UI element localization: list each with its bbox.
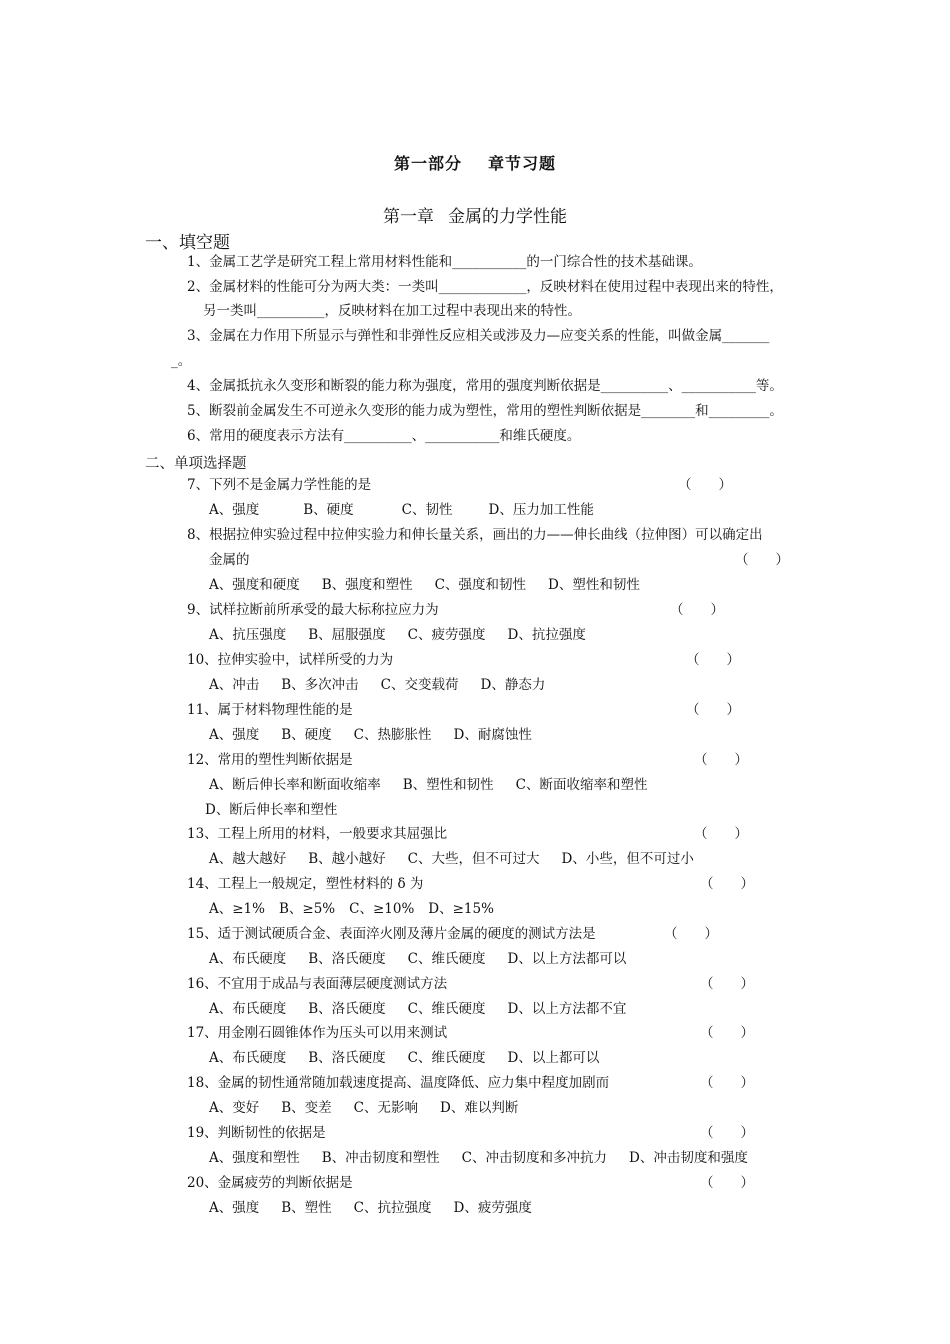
option-c[interactable]: C、大些，但不可过大 <box>407 851 540 867</box>
option-d[interactable]: D、抗拉强度 <box>507 627 586 643</box>
option-c[interactable]: C、热膨胀性 <box>353 727 432 743</box>
question-18-stem: 18、金属的韧性通常随加载速度提高、温度降低、应力集中程度加剧而 <box>187 1075 610 1091</box>
option-b[interactable]: B、硬度 <box>303 502 354 518</box>
question-3-continued: _。 <box>171 353 192 369</box>
part-title <box>0 151 950 174</box>
option-d[interactable]: D、断后伸长率和塑性 <box>205 802 338 818</box>
question-12-options <box>209 775 648 795</box>
option-d[interactable]: D、以上方法都可以 <box>507 951 627 967</box>
answer-blank-17[interactable]: （ ） <box>700 1025 754 1041</box>
question-20-options <box>209 1198 532 1218</box>
question-2-continued: 另一类叫__________，反映材料在加工过程中表现出来的特性。 <box>203 303 581 319</box>
answer-blank-14[interactable]: （ ） <box>700 876 754 892</box>
option-a[interactable]: A、≥1% <box>209 901 265 917</box>
question-8-stem-continued: 金属的 <box>209 552 250 568</box>
question-17-options <box>209 1048 599 1068</box>
answer-blank-11[interactable]: （ ） <box>686 702 740 718</box>
option-b[interactable]: B、强度和塑性 <box>321 577 413 593</box>
option-d[interactable]: D、耐腐蚀性 <box>453 727 532 743</box>
question-15-stem: 15、适于测试硬质合金、表面淬火刚及薄片金属的硬度的测试方法是 <box>187 926 596 942</box>
answer-blank-15[interactable]: （ ） <box>664 926 718 942</box>
option-b[interactable]: B、洛氏硬度 <box>308 951 386 967</box>
question-17-stem: 17、用金刚石圆锥体作为压头可以用来测试 <box>187 1025 448 1041</box>
option-b[interactable]: B、塑性 <box>281 1200 332 1216</box>
question-9-stem: 9、试样拉断前所承受的最大标称拉应力为 <box>187 602 439 618</box>
option-a[interactable]: A、强度 <box>209 727 260 743</box>
question-5: 5、断裂前金属发生不可逆永久变形的能力成为塑性，常用的塑性判断依据是________和_________。 <box>187 403 783 419</box>
answer-blank-10[interactable]: （ ） <box>686 652 740 668</box>
chapter-title <box>0 202 950 227</box>
question-1: 1、金属工艺学是研究工程上常用材料性能和___________的一门综合性的技术基础课。 <box>187 254 702 270</box>
question-15-options <box>209 949 626 969</box>
answer-blank-8[interactable]: （ ） <box>735 552 789 568</box>
option-c[interactable]: C、无影响 <box>353 1100 419 1116</box>
option-b[interactable]: B、多次冲击 <box>281 677 359 693</box>
answer-blank-18[interactable]: （ ） <box>700 1075 754 1091</box>
question-18-options <box>209 1098 518 1118</box>
answer-blank-7[interactable]: （ ） <box>678 477 732 493</box>
question-14-stem: 14、工程上一般规定，塑性材料的 δ 为 <box>187 876 424 892</box>
option-b[interactable]: B、洛氏硬度 <box>308 1001 386 1017</box>
option-c[interactable]: C、维氏硬度 <box>407 1001 486 1017</box>
answer-blank-9[interactable]: （ ） <box>670 602 724 618</box>
option-a[interactable]: A、抗压强度 <box>209 627 287 643</box>
question-16-options <box>209 999 626 1019</box>
option-d[interactable]: D、以上都可以 <box>507 1050 600 1066</box>
question-19-options <box>209 1148 748 1168</box>
question-3: 3、金属在力作用下所显示与弹性和非弹性反应相关或涉及力—应变关系的性能，叫做金属_______ <box>187 328 770 344</box>
option-c[interactable]: C、疲劳强度 <box>407 627 486 643</box>
option-b[interactable]: B、洛氏硬度 <box>308 1050 386 1066</box>
option-d[interactable]: D、塑性和韧性 <box>548 577 640 593</box>
option-c[interactable]: C、韧性 <box>401 502 453 518</box>
question-13-stem: 13、工程上所用的材料，一般要求其屈强比 <box>187 826 448 842</box>
option-d[interactable]: D、小些，但不可过小 <box>561 851 694 867</box>
option-a[interactable]: A、强度和塑性 <box>209 1150 300 1166</box>
question-8-options <box>209 575 640 595</box>
question-11-stem: 11、属于材料物理性能的是 <box>187 702 353 718</box>
question-20-stem: 20、金属疲劳的判断依据是 <box>187 1175 353 1191</box>
question-12-stem: 12、常用的塑性判断依据是 <box>187 752 353 768</box>
question-19-stem: 19、判断韧性的依据是 <box>187 1125 326 1141</box>
option-a[interactable]: A、强度 <box>209 1200 260 1216</box>
question-4: 4、金属抵抗永久变形和断裂的能力称为强度，常用的强度判断依据是__________、___________等。 <box>187 378 783 394</box>
option-b[interactable]: B、塑性和韧性 <box>402 777 494 793</box>
question-7-options <box>209 500 594 520</box>
option-a[interactable]: A、强度 <box>209 502 260 518</box>
option-d[interactable]: D、压力加工性能 <box>488 502 594 518</box>
question-13-options <box>209 849 694 869</box>
question-2: 2、金属材料的性能可分为两大类：一类叫_____________，反映材料在使用过程中表现出来的特性， <box>187 279 783 295</box>
option-b[interactable]: B、屈服强度 <box>308 627 386 643</box>
answer-blank-12[interactable]: （ ） <box>694 752 748 768</box>
option-c[interactable]: C、维氏硬度 <box>407 1050 486 1066</box>
question-9-options <box>209 625 586 645</box>
answer-blank-19[interactable]: （ ） <box>700 1125 754 1141</box>
part-title-number: 第一部分 <box>393 154 462 173</box>
question-16-stem: 16、不宜用于成品与表面薄层硬度测试方法 <box>187 976 448 992</box>
option-b[interactable]: B、冲击韧度和塑性 <box>321 1150 440 1166</box>
option-a[interactable]: A、布氏硬度 <box>209 1001 287 1017</box>
option-a[interactable]: A、变好 <box>209 1100 260 1116</box>
answer-blank-20[interactable]: （ ） <box>700 1175 754 1191</box>
option-d[interactable]: D、疲劳强度 <box>453 1200 532 1216</box>
section-single-choice-title: 二、单项选择题 <box>145 456 247 472</box>
option-d[interactable]: D、难以判断 <box>440 1100 519 1116</box>
option-b[interactable]: B、≥5% <box>278 901 336 917</box>
question-10-stem: 10、拉伸实验中，试样所受的力为 <box>187 652 394 668</box>
question-11-options <box>209 725 532 745</box>
question-7-stem: 7、下列不是金属力学性能的是 <box>187 477 372 493</box>
section-fill-blank-title: 一、填空题 <box>145 233 230 253</box>
option-a[interactable]: A、强度和硬度 <box>209 577 300 593</box>
option-b[interactable]: B、硬度 <box>281 727 332 743</box>
option-a[interactable]: A、越大越好 <box>209 851 287 867</box>
option-d[interactable]: D、以上方法都不宜 <box>507 1001 627 1017</box>
option-c[interactable]: C、抗拉强度 <box>353 1200 432 1216</box>
option-d[interactable]: D、冲击韧度和强度 <box>629 1150 748 1166</box>
option-a[interactable]: A、布氏硬度 <box>209 951 287 967</box>
option-d[interactable]: D、静态力 <box>480 677 546 693</box>
option-b[interactable]: B、变差 <box>281 1100 332 1116</box>
chapter-name: 金属的力学性能 <box>448 207 567 227</box>
question-8-stem: 8、根据拉伸实验过程中拉伸实验力和伸长量关系，画出的力——伸长曲线（拉伸图）可以确定出 <box>187 527 763 543</box>
question-6: 6、常用的硬度表示方法有__________、___________和维氏硬度。 <box>187 428 581 444</box>
option-c[interactable]: C、强度和韧性 <box>434 577 527 593</box>
option-c[interactable]: C、交变载荷 <box>380 677 459 693</box>
option-c[interactable]: C、断面收缩率和塑性 <box>515 777 648 793</box>
question-14-options <box>209 899 494 919</box>
part-title-name: 章节习题 <box>488 154 557 173</box>
option-c[interactable]: C、≥10% <box>349 901 415 917</box>
answer-blank-13[interactable]: （ ） <box>694 826 748 842</box>
option-d[interactable]: D、≥15% <box>428 901 494 917</box>
option-a[interactable]: A、冲击 <box>209 677 260 693</box>
chapter-number: 第一章 <box>383 207 434 227</box>
option-b[interactable]: B、越小越好 <box>308 851 386 867</box>
option-a[interactable]: A、布氏硬度 <box>209 1050 287 1066</box>
answer-blank-16[interactable]: （ ） <box>700 976 754 992</box>
option-c[interactable]: C、维氏硬度 <box>407 951 486 967</box>
question-10-options <box>209 675 545 695</box>
option-c[interactable]: C、冲击韧度和多冲抗力 <box>461 1150 608 1166</box>
option-a[interactable]: A、断后伸长率和断面收缩率 <box>209 777 381 793</box>
